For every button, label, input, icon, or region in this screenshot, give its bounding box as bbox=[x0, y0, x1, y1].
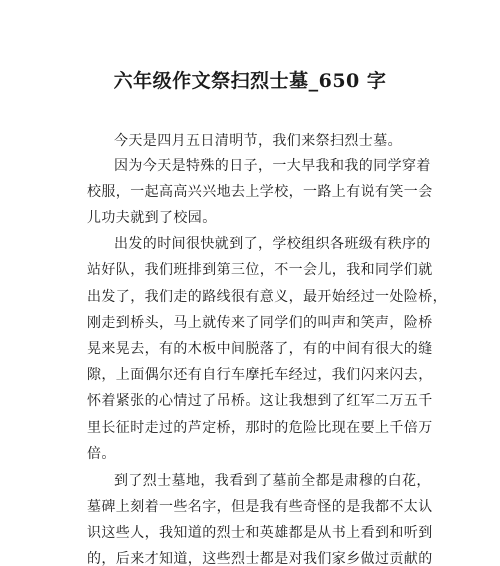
paragraph-line: 今天是四月五日清明节，我们来祭扫烈士墓。 bbox=[114, 133, 402, 149]
paragraph-line: 校服，一起高高兴兴地去上学校，一路上有说有笑一会 bbox=[87, 184, 433, 200]
paragraph-line: 刚走到桥头，马上就传来了同学们的叫声和笑声，险桥 bbox=[87, 315, 433, 331]
document-title: 六年级作文祭扫烈士墓_650 字 bbox=[113, 70, 387, 92]
paragraph-line: 里长征时走过的芦定桥，那时的危险比现在要上千倍万 bbox=[87, 420, 433, 436]
paragraph-line: 识这些人，我知道的烈士和英雄都是从书上看到和听到 bbox=[87, 525, 433, 541]
paragraph-line: 儿功夫就到了校园。 bbox=[87, 210, 217, 226]
paragraph-line: 到了烈士墓地，我看到了墓前全都是肃穆的白花， bbox=[114, 473, 431, 489]
paragraph-line: 因为今天是特殊的日子，一大早我和我的同学穿着 bbox=[114, 158, 431, 174]
paragraph-line: 的，后来才知道，这些烈士都是对我们家乡做过贡献的 bbox=[87, 551, 433, 566]
paragraph-line: 怀着紧张的心情过了吊桥。这让我想到了红军二万五千 bbox=[87, 393, 433, 409]
paragraph-line: 墓碑上刻着一些名字，但是我有些奇怪的是我都不太认 bbox=[87, 499, 433, 515]
paragraph-line: 出发的时间很快就到了，学校组织各班级有秩序的 bbox=[114, 236, 431, 252]
paragraph-line: 倍。 bbox=[87, 446, 116, 462]
paragraph-line: 隙，上面偶尔还有自行车摩托车经过，我们闪来闪去， bbox=[87, 367, 433, 383]
paragraph-line: 晃来晃去，有的木板中间脱落了，有的中间有很大的缝 bbox=[87, 341, 433, 357]
paragraph-line: 出发了，我们走的路线很有意义，最开始经过一处险桥， bbox=[87, 289, 447, 305]
paragraph-line: 站好队，我们班排到第三位，不一会儿，我和同学们就 bbox=[87, 262, 433, 278]
